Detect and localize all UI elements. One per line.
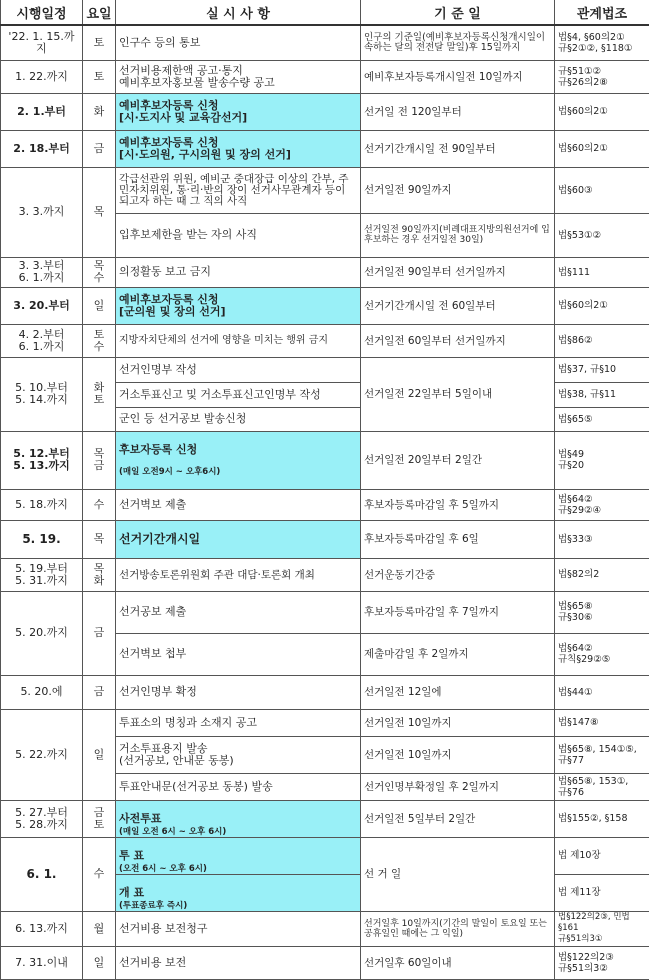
day-cell: 목 수 bbox=[83, 257, 116, 287]
day-cell: 수 bbox=[83, 489, 116, 520]
item-cell bbox=[116, 837, 361, 874]
item-cell: 선거비용제한액 공고·통지 예비후보자홍보물 발송수량 공고 bbox=[116, 60, 361, 93]
item-cell: 지방자치단체의 선거에 영향을 미치는 행위 금지 bbox=[116, 324, 361, 357]
law-cell: 법 제11장 bbox=[555, 874, 649, 911]
item-cell: 선거인명부 확정 bbox=[116, 675, 361, 709]
table-row bbox=[1, 709, 649, 736]
day-cell: 목 bbox=[83, 167, 116, 257]
table-row bbox=[1, 287, 649, 324]
item-cell: 선거비용 보전 bbox=[116, 946, 361, 979]
standard-cell: 선거운동기간중 bbox=[361, 558, 555, 591]
standard-cell: 예비후보자등록개시일전 10일까지 bbox=[361, 60, 555, 93]
item-cell: 선거벽보 첩부 bbox=[116, 633, 361, 675]
date-cell: 2. 1.부터 bbox=[1, 93, 83, 130]
law-cell: 법§65⑧, 154①⑤, 규§77 bbox=[555, 736, 649, 773]
item-cell: 거소투표신고 및 거소투표신고인명부 작성 bbox=[116, 382, 361, 407]
table-row bbox=[1, 800, 649, 837]
date-cell: 3. 3.까지 bbox=[1, 167, 83, 257]
item-cell: 예비후보자등록 신청 [시·도지사 및 교육감선거] bbox=[116, 93, 361, 130]
day-cell: 일 bbox=[83, 946, 116, 979]
table-row bbox=[1, 591, 649, 633]
item-subtitle: (매일 오전 6시 ~ 오후 6시) bbox=[119, 827, 226, 837]
date-cell: 3. 20.부터 bbox=[1, 287, 83, 324]
date-cell: 5. 10.부터 5. 14.까지 bbox=[1, 357, 83, 431]
standard-cell: 후보자등록마감일 후 5일까지 bbox=[361, 489, 555, 520]
law-cell: 법§37, 규§10 bbox=[555, 357, 649, 382]
item-cell bbox=[116, 800, 361, 837]
item-cell: 선거인명부 작성 bbox=[116, 357, 361, 382]
day-cell: 일 bbox=[83, 709, 116, 800]
header-law: 관계법조 bbox=[555, 0, 649, 25]
law-cell: 법§65⑧, 153①, 규§76 bbox=[555, 773, 649, 800]
day-cell: 금 토 bbox=[83, 800, 116, 837]
law-cell: 법§64② 규§29②④ bbox=[555, 489, 649, 520]
day-cell: 월 bbox=[83, 911, 116, 946]
standard-cell: 선거일후 10일까지(기간의 말일이 토요일 또는 공휴일인 때에는 그 익일) bbox=[361, 911, 555, 946]
date-cell: 5. 27.부터 5. 28.까지 bbox=[1, 800, 83, 837]
standard-cell: 선거일전 10일까지 bbox=[361, 736, 555, 773]
item-cell: 투표소의 명칭과 소재지 공고 bbox=[116, 709, 361, 736]
day-cell: 금 bbox=[83, 591, 116, 675]
law-cell: 법§33③ bbox=[555, 520, 649, 558]
table-row bbox=[1, 911, 649, 946]
standard-cell: 인구의 기준일(예비후보자등록신청개시일이 속하는 달의 전전달 말일)후 15일까지 bbox=[361, 25, 555, 60]
date-cell: 5. 19. bbox=[1, 520, 83, 558]
item-cell: 선거비용 보전청구 bbox=[116, 911, 361, 946]
item-title: 사전투표 bbox=[119, 812, 162, 825]
standard-cell: 후보자등록마감일 후 7일까지 bbox=[361, 591, 555, 633]
day-cell: 토 bbox=[83, 60, 116, 93]
standard-cell: 선거일전 90일까지 bbox=[361, 167, 555, 213]
date-cell: 2. 18.부터 bbox=[1, 130, 83, 167]
date-cell: 1. 22.까지 bbox=[1, 60, 83, 93]
day-cell: 토 bbox=[83, 25, 116, 60]
law-cell: 법§44① bbox=[555, 675, 649, 709]
item-cell: 선거벽보 제출 bbox=[116, 489, 361, 520]
item-cell: 각급선관위 위원, 예비군 중대장급 이상의 간부, 주민자치위원, 통·리·반의 장이 선거사무관계자 등이 되고자 하는 때 그 직의 사직 bbox=[116, 167, 361, 213]
day-cell: 화 토 bbox=[83, 357, 116, 431]
table-row bbox=[1, 167, 649, 213]
date-cell: 6. 13.까지 bbox=[1, 911, 83, 946]
standard-cell: 선거일전 90일까지(비례대표지방의원선거에 입후보하는 경우 선거일전 30일) bbox=[361, 213, 555, 257]
day-cell: 금 bbox=[83, 675, 116, 709]
date-cell: 7. 31.이내 bbox=[1, 946, 83, 979]
date-cell: 5. 12.부터 5. 13.까지 bbox=[1, 431, 83, 489]
law-cell: 법§60의2① bbox=[555, 287, 649, 324]
item-cell: 입후보제한을 받는 자의 사직 bbox=[116, 213, 361, 257]
table-row bbox=[1, 558, 649, 591]
standard-cell: 선거일전 22일부터 5일이내 bbox=[361, 357, 555, 431]
item-subtitle: (오전 6시 ~ 오후 6시) bbox=[119, 864, 207, 874]
standard-cell: 선거일전 60일부터 선거일까지 bbox=[361, 324, 555, 357]
law-cell: 법§82의2 bbox=[555, 558, 649, 591]
standard-cell: 선거일전 90일부터 선거일까지 bbox=[361, 257, 555, 287]
item-subtitle: (매일 오전9시 ~ 오후6시) bbox=[119, 468, 357, 477]
date-cell: 4. 2.부터 6. 1.까지 bbox=[1, 324, 83, 357]
table-row bbox=[1, 324, 649, 357]
header-standard: 기 준 일 bbox=[361, 0, 555, 25]
law-cell: 법§53①② bbox=[555, 213, 649, 257]
item-cell: 의정활동 보고 금지 bbox=[116, 257, 361, 287]
table-row bbox=[1, 520, 649, 558]
standard-cell: 선 거 일 bbox=[361, 837, 555, 911]
item-cell: 인구수 등의 통보 bbox=[116, 25, 361, 60]
law-cell: 법§147⑧ bbox=[555, 709, 649, 736]
day-cell: 토 수 bbox=[83, 324, 116, 357]
table-row bbox=[1, 130, 649, 167]
table-row bbox=[1, 357, 649, 382]
table-row bbox=[1, 431, 649, 489]
law-cell: 법 제10장 bbox=[555, 837, 649, 874]
item-cell: 선거기간개시일 bbox=[116, 520, 361, 558]
law-cell: 규§51①② 규§26의2⑧ bbox=[555, 60, 649, 93]
standard-cell: 후보자등록마감일 후 6일 bbox=[361, 520, 555, 558]
standard-cell: 선거일전 20일부터 2일간 bbox=[361, 431, 555, 489]
item-cell: 투표안내문(선거공보 동봉) 발송 bbox=[116, 773, 361, 800]
header-item: 실 시 사 항 bbox=[116, 0, 361, 25]
standard-cell: 선거일후 60일이내 bbox=[361, 946, 555, 979]
law-cell: 법§60③ bbox=[555, 167, 649, 213]
item-cell: 군인 등 선거공보 발송신청 bbox=[116, 407, 361, 431]
item-cell: 거소투표용지 발송 (선거공보, 안내문 동봉) bbox=[116, 736, 361, 773]
standard-cell: 선거일 전 120일부터 bbox=[361, 93, 555, 130]
day-cell: 목 화 bbox=[83, 558, 116, 591]
law-cell: 법§65⑧ 규§30⑥ bbox=[555, 591, 649, 633]
item-subtitle: (투표종료후 즉시) bbox=[119, 901, 187, 911]
law-cell: 법§155②, §158 bbox=[555, 800, 649, 837]
standard-cell: 선거인명부확정일 후 2일까지 bbox=[361, 773, 555, 800]
standard-cell: 선거일전 5일부터 2일간 bbox=[361, 800, 555, 837]
date-cell: 5. 22.까지 bbox=[1, 709, 83, 800]
law-cell: 법§122의2③ 규§51의3② bbox=[555, 946, 649, 979]
law-cell: 법§65⑤ bbox=[555, 407, 649, 431]
day-cell: 목 bbox=[83, 520, 116, 558]
table-row bbox=[1, 25, 649, 60]
law-cell: 법§122의2③, 민법§161 규§51의3① bbox=[555, 911, 649, 946]
law-cell: 법§49 규§20 bbox=[555, 431, 649, 489]
day-cell: 일 bbox=[83, 287, 116, 324]
item-cell bbox=[116, 431, 361, 489]
standard-cell: 선거기간개시일 전 90일부터 bbox=[361, 130, 555, 167]
table-row bbox=[1, 257, 649, 287]
law-cell: 법§38, 규§11 bbox=[555, 382, 649, 407]
day-cell: 수 bbox=[83, 837, 116, 911]
item-cell bbox=[116, 874, 361, 911]
item-cell: 예비후보자등록 신청 [군의원 및 장의 선거] bbox=[116, 287, 361, 324]
day-cell: 화 bbox=[83, 93, 116, 130]
header-date: 시행일정 bbox=[1, 0, 83, 25]
table-row bbox=[1, 675, 649, 709]
date-cell: 5. 19.부터 5. 31.까지 bbox=[1, 558, 83, 591]
item-cell: 선거방송토론위원회 주관 대담·토론회 개최 bbox=[116, 558, 361, 591]
item-title: 투 표 bbox=[119, 849, 144, 862]
table-row bbox=[1, 60, 649, 93]
item-cell: 예비후보자등록 신청 [시·도의원, 구시의원 및 장의 선거] bbox=[116, 130, 361, 167]
law-cell: 법§60의2① bbox=[555, 93, 649, 130]
date-cell: 5. 18.까지 bbox=[1, 489, 83, 520]
date-cell: 3. 3.부터 6. 1.까지 bbox=[1, 257, 83, 287]
standard-cell: 선거일전 12일에 bbox=[361, 675, 555, 709]
law-cell: 법§111 bbox=[555, 257, 649, 287]
law-cell: 법§60의2① bbox=[555, 130, 649, 167]
item-title: 개 표 bbox=[119, 886, 144, 899]
date-cell: 5. 20.에 bbox=[1, 675, 83, 709]
standard-cell: 선거기간개시일 전 60일부터 bbox=[361, 287, 555, 324]
day-cell: 목 금 bbox=[83, 431, 116, 489]
date-cell: 5. 20.까지 bbox=[1, 591, 83, 675]
law-cell: 법§86② bbox=[555, 324, 649, 357]
standard-cell: 제출마감일 후 2일까지 bbox=[361, 633, 555, 675]
day-cell: 금 bbox=[83, 130, 116, 167]
table-row bbox=[1, 93, 649, 130]
date-cell: '22. 1. 15.까지 bbox=[1, 25, 83, 60]
law-cell: 법§64② 규칙§29②⑤ bbox=[555, 633, 649, 675]
table-row bbox=[1, 489, 649, 520]
date-cell: 6. 1. bbox=[1, 837, 83, 911]
table-row bbox=[1, 837, 649, 874]
item-title: 후보자등록 신청 bbox=[119, 444, 357, 456]
table-row bbox=[1, 946, 649, 979]
item-cell: 선거공보 제출 bbox=[116, 591, 361, 633]
standard-cell: 선거일전 10일까지 bbox=[361, 709, 555, 736]
header-day: 요일 bbox=[83, 0, 116, 25]
law-cell: 법§4, §60의2① 규§2①②, §118① bbox=[555, 25, 649, 60]
